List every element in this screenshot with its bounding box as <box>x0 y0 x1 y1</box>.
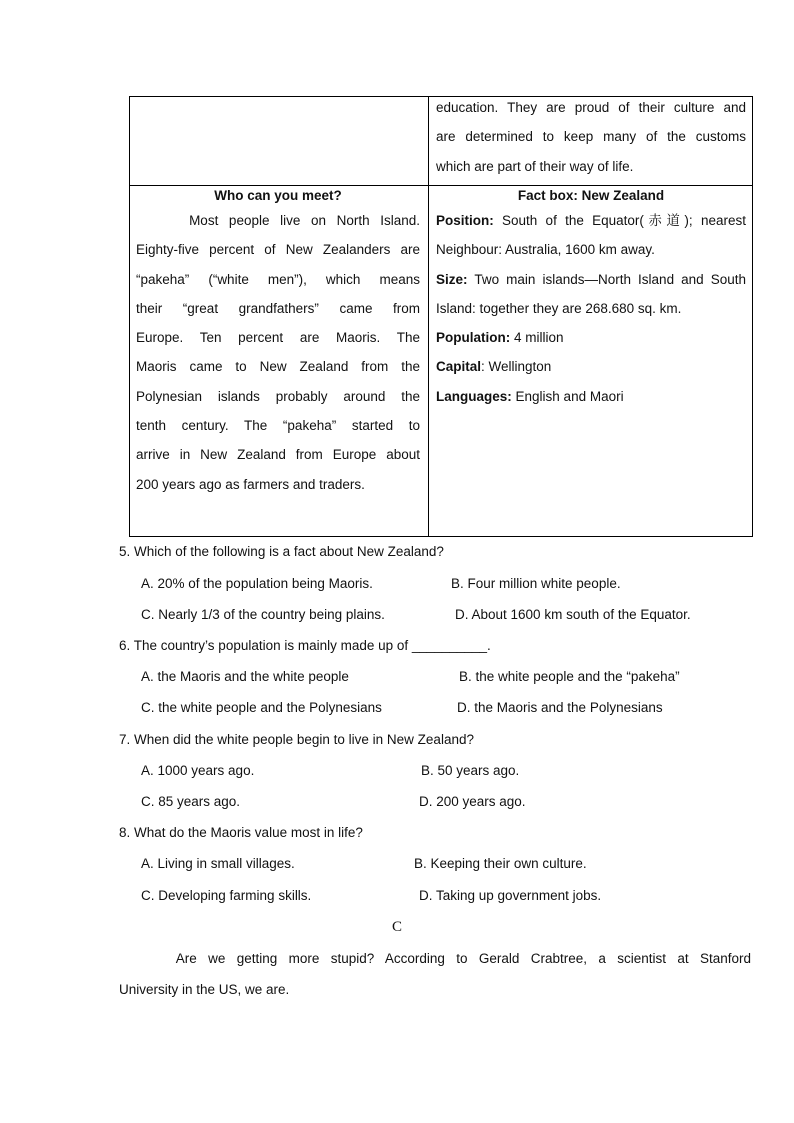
fact-size-line <box>436 265 746 294</box>
fact-value: Two main islands—North Island and South <box>474 271 746 287</box>
option-8c: C. Developing farming skills. <box>141 888 312 903</box>
section-letter: C <box>391 919 402 935</box>
fact-label: Size: <box>436 271 468 287</box>
fact-box-cell <box>436 186 746 411</box>
reading-table <box>129 96 753 537</box>
fact-label: Population: <box>436 330 511 346</box>
cell-heading: Fact box: New Zealand <box>517 188 665 203</box>
text-line: are determined to keep many of the customs <box>436 129 746 145</box>
fact-position-line2: Neighbour: Australia, 1600 km away. <box>436 242 655 258</box>
fact-label: Capital <box>436 359 482 375</box>
text-line: Polynesian islands probably around the <box>136 388 420 404</box>
text-line: “pakeha” (“white men”), which means <box>136 271 420 287</box>
option-7b: B. 50 years ago. <box>421 763 520 778</box>
section-c-paragraph <box>119 945 751 1007</box>
fact-capital-line <box>436 352 746 381</box>
option-6b: B. the white people and the “pakeha” <box>459 669 680 684</box>
fact-value: 4 million <box>514 330 564 346</box>
option-6d: D. the Maoris and the Polynesians <box>457 700 663 715</box>
fact-population-line <box>436 323 746 352</box>
option-6c: C. the white people and the Polynesians <box>141 700 382 715</box>
fact-value: English and Maori <box>515 388 624 404</box>
fact-languages-line <box>436 382 746 411</box>
option-5a: A. 20% of the population being Maoris. <box>141 576 373 591</box>
column-divider <box>428 97 429 536</box>
fact-label: Languages: <box>436 388 512 404</box>
text-line: Maoris came to New Zealand from the <box>136 359 420 375</box>
fact-position-line <box>436 206 746 235</box>
cell-heading: Who can you meet? <box>214 188 342 203</box>
option-8b: B. Keeping their own culture. <box>414 856 587 871</box>
paragraph-line: Are we getting more stupid? According to Gerald Crabtree, a scientist at Stanford <box>119 951 751 966</box>
fact-size-line2: Island: together they are 268.680 sq. km. <box>436 300 682 316</box>
option-8a: A. Living in small villages. <box>141 856 295 871</box>
option-5d: D. About 1600 km south of the Equator. <box>455 607 691 622</box>
text-line: 200 years ago as farmers and traders. <box>136 476 365 492</box>
paragraph-line: University in the US, we are. <box>119 982 290 997</box>
question-6: 6. The country’s population is mainly made up of __________. <box>119 638 491 653</box>
text-line: which are part of their way of life. <box>436 158 634 174</box>
text-line: Eighty-five percent of New Zealanders are <box>136 242 420 258</box>
option-5b: B. Four million white people. <box>451 576 621 591</box>
question-8: 8. What do the Maoris value most in life? <box>119 825 363 840</box>
option-6a: A. the Maoris and the white people <box>141 669 349 684</box>
question-7: 7. When did the white people begin to live in New Zealand? <box>119 732 474 747</box>
text-line: tenth century. The “pakeha” started to <box>136 418 420 434</box>
text-line: arrive in New Zealand from Europe about <box>136 447 420 463</box>
fact-value: South of the Equator(赤道); nearest <box>502 213 746 228</box>
text-line: education. They are proud of their culture and <box>436 100 746 115</box>
top-right-cell <box>436 93 746 181</box>
question-5: 5. Which of the following is a fact about New Zealand? <box>119 544 444 559</box>
fact-label: Position: <box>436 213 494 228</box>
fact-value: : Wellington <box>481 359 552 375</box>
option-8d: D. Taking up government jobs. <box>419 888 602 903</box>
text-line: Europe. Ten percent are Maoris. The <box>136 330 420 346</box>
who-can-you-meet-cell <box>136 186 420 499</box>
option-7a: A. 1000 years ago. <box>141 763 255 778</box>
option-7d: D. 200 years ago. <box>419 794 526 809</box>
option-5c: C. Nearly 1/3 of the country being plains. <box>141 607 385 622</box>
text-line: their “great grandfathers” came from <box>136 300 420 316</box>
text-line: Most people live on North Island. <box>136 213 420 228</box>
option-7c: C. 85 years ago. <box>141 794 241 809</box>
